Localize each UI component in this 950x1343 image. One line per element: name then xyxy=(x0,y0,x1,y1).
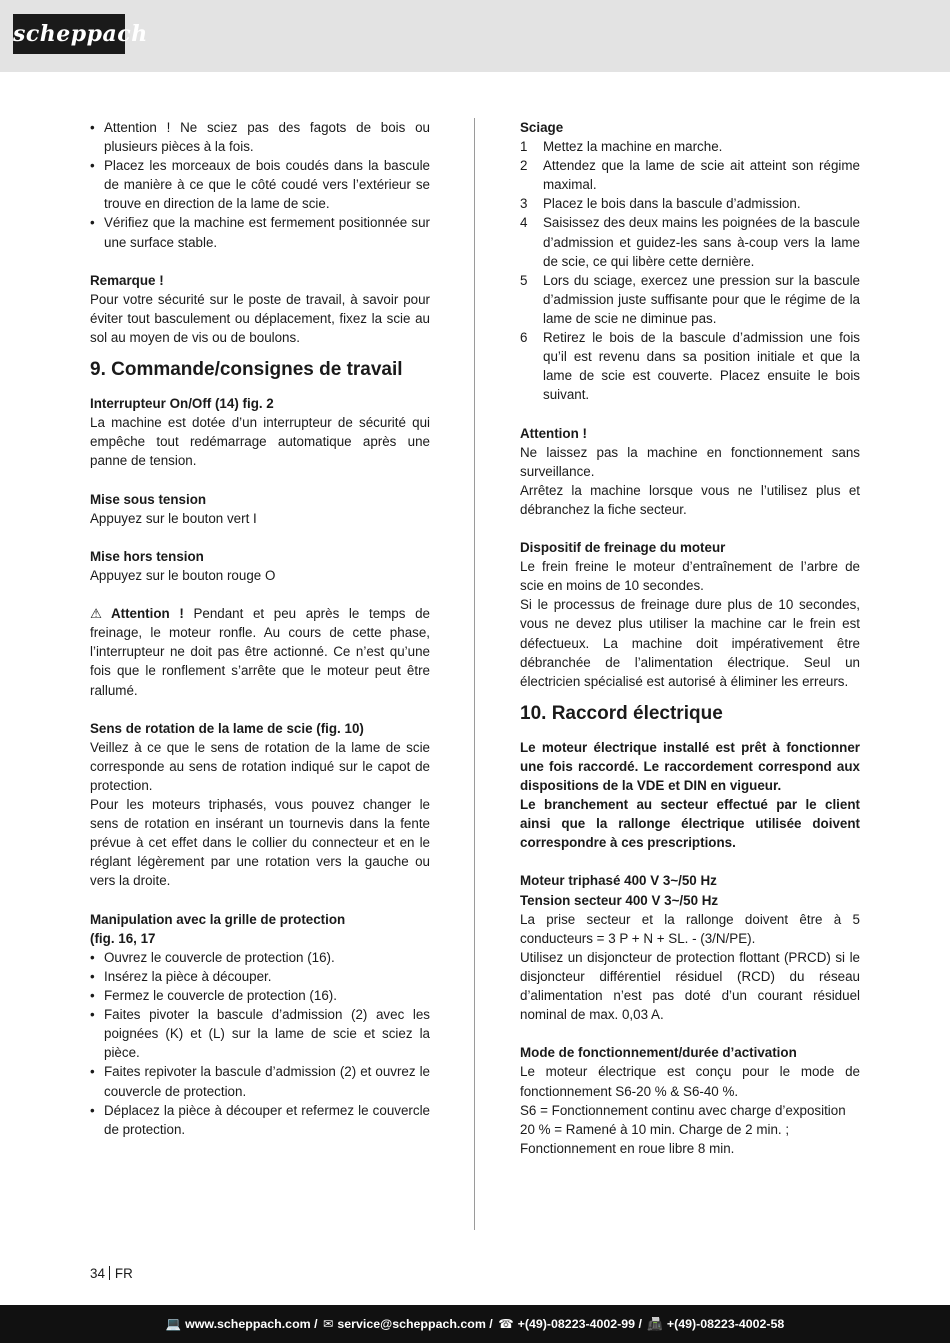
warning-paragraph xyxy=(90,604,430,699)
electric-notice: Le branchement au secteur effectué par le client ainsi que la rallonge électrique utilisée doivent correspondre à ces prescriptions. xyxy=(520,797,860,851)
power-off-text: Appuyez sur le bouton rouge O xyxy=(90,567,276,583)
fax-icon: 📠 xyxy=(647,1317,663,1331)
mode-text: 20 % = Ramené à 10 min. Charge de 2 min. ; xyxy=(520,1121,790,1137)
electric-notice: Le moteur électrique installé est prêt à fonctionner une fois raccordé. Le raccordement correspond aux dispositions de la VDE et DIN en vigueur. xyxy=(520,739,860,793)
sawing-steps-list xyxy=(520,137,860,404)
mode-text: Le moteur électrique est conçu pour le mode de fonctionnement S6-20 % & S6-40 %. xyxy=(520,1064,860,1099)
list-item: • Faites repivoter la bascule d’admission (2) et ouvrez le couvercle de protection. xyxy=(90,1062,430,1100)
sawing-heading: Sciage xyxy=(520,120,564,135)
list-item: 4 Saisissez des deux mains les poignées de la bascule d’admission et guidez-les sans à-coup vers la lame de scie, ce qui libère cette dernière. xyxy=(520,215,860,269)
list-item: • Vérifiez que la machine est fermement positionnée sur une surface stable. xyxy=(90,213,430,251)
list-item: 3 Placez le bois dans la bascule d’admission. xyxy=(520,196,801,212)
list-item: 5 Lors du sciage, exercez une pression sur la bascule d’admission juste suffisante pour que le régime de la lame de scie ne diminue pas. xyxy=(520,272,860,326)
warning-text: Pendant et peu après le temps de freinage, le moteur ronfle. Au cours de cette phase, l’interrupteur ne doit pas être actionné. Ce n’est qu’une fois que le ronflement s’arrête que le moteur peut être rallumé. xyxy=(90,606,430,698)
page-header xyxy=(0,0,950,72)
attention-text: Ne laissez pas la machine en fonctionnement sans surveillance. xyxy=(520,444,860,479)
list-item: • Insérez la pièce à découper. xyxy=(90,967,430,986)
rotation-text: Pour les moteurs triphasés, vous pouvez changer le sens de rotation en insérant un tournevis dans la fente prévue à cet effet dans le collier du connecteur et en le réglant légèrement par une rotation vers la gauche ou vers la droite. xyxy=(90,797,430,889)
mode-text: Fonctionnement en roue libre 8 min. xyxy=(520,1140,735,1156)
rotation-heading: Sens de rotation de la lame de scie (fig. 10) xyxy=(90,720,364,736)
mode-text: S6 = Fonctionnement continu avec charge d’exposition xyxy=(520,1102,846,1118)
attention-text: Arrêtez la machine lorsque vous ne l’utilisez plus et débranchez la fiche secteur. xyxy=(520,482,860,517)
list-item: • Déplacez la pièce à découper et refermez le couvercle de protection. xyxy=(90,1101,430,1139)
phone-contact: ☎ +(49)-08223-4002-99 / xyxy=(498,1317,642,1331)
phone-icon: ☎ xyxy=(498,1317,514,1331)
switch-text: La machine est dotée d’un interrupteur de sécurité qui empêche tout redémarrage automatique après une panne de tension. xyxy=(90,415,430,469)
brake-heading: Dispositif de freinage du moteur xyxy=(520,540,726,556)
website-contact[interactable]: 💻 www.scheppach.com / xyxy=(165,1317,318,1331)
scheppach-logo: scheppach xyxy=(13,14,125,54)
grid-heading: Manipulation avec la grille de protection xyxy=(90,911,346,927)
warning-triangle-icon: ⚠ xyxy=(90,606,108,622)
list-item: • Ouvrez le couvercle de protection (16). xyxy=(90,948,430,967)
list-item: • Attention ! Ne sciez pas des fagots de bois ou plusieurs pièces à la fois. xyxy=(90,118,430,156)
attention-heading: Attention ! xyxy=(520,425,587,441)
page-number-value: 34 xyxy=(90,1266,105,1281)
remark-heading: Remarque ! xyxy=(90,272,164,288)
page-number xyxy=(90,1265,133,1283)
brake-text: Si le processus de freinage dure plus de 10 secondes, vous ne devez plus utiliser la machine car le frein est défectueux. La machine doit impérativement être débranchée de l’alimentation électrique. Seul un électricien spécialisé est autorisé à éliminer les erreurs. xyxy=(520,597,860,689)
power-on-heading: Mise sous tension xyxy=(90,491,207,507)
voltage-heading: Tension secteur 400 V 3~/50 Hz xyxy=(520,892,719,908)
section-10-heading: 10. Raccord électrique xyxy=(520,702,723,724)
fax-contact: 📠 +(49)-08223-4002-58 xyxy=(647,1317,785,1331)
page-footer xyxy=(0,1305,950,1343)
list-item: 1 Mettez la machine en marche. xyxy=(520,139,723,155)
column-divider xyxy=(474,118,475,1230)
switch-heading: Interrupteur On/Off (14) fig. 2 xyxy=(90,396,274,412)
power-on-text: Appuyez sur le bouton vert I xyxy=(90,510,257,526)
motor-text: Utilisez un disjoncteur de protection flottant (PRCD) si le disjoncteur différentiel résiduel (RCD) du réseau d’alimentation n’est pas doté d’un courant résiduel nominal de max. 0,03 A. xyxy=(520,949,860,1023)
section-9-heading: 9. Commande/consignes de travail xyxy=(90,359,403,381)
brake-text: Le frein freine le moteur d’entraînement de l’arbre de scie en moins de 10 secondes. xyxy=(520,559,860,594)
list-item: • Faites pivoter la bascule d’admission (2) avec les poignées (K) et (L) sur la lame de scie et sciez la pièce. xyxy=(90,1005,430,1062)
mode-heading: Mode de fonctionnement/durée d’activation xyxy=(520,1045,797,1061)
left-column xyxy=(90,118,430,1139)
envelope-icon: ✉ xyxy=(323,1317,334,1331)
computer-icon: 💻 xyxy=(165,1317,182,1331)
list-item: 2 Attendez que la lame de scie ait atteint son régime maximal. xyxy=(520,158,860,193)
right-column xyxy=(520,118,860,1158)
grid-heading-figures: (fig. 16, 17 xyxy=(90,930,156,946)
intro-bullet-list xyxy=(90,118,430,252)
language-code: FR xyxy=(114,1266,133,1281)
power-off-heading: Mise hors tension xyxy=(90,548,204,564)
remark-text: Pour votre sécurité sur le poste de travail, à savoir pour éviter tout basculement ou déplacement, fixez la scie au sol au moyen de vis ou de boulons. xyxy=(90,291,430,346)
list-item: • Fermez le couvercle de protection (16). xyxy=(90,986,430,1005)
rotation-text: Veillez à ce que le sens de rotation de la lame de scie corresponde au sens de rotation indiqué sur le capot de protection. xyxy=(90,739,430,793)
motor-heading: Moteur triphasé 400 V 3~/50 Hz xyxy=(520,873,717,889)
motor-text: La prise secteur et la rallonge doivent être à 5 conducteurs = 3 P + N + SL. - (3/N/PE). xyxy=(520,911,860,946)
warning-label: Attention ! xyxy=(110,606,184,622)
grid-bullet-list xyxy=(90,948,430,1139)
email-contact[interactable]: ✉ service@scheppach.com / xyxy=(323,1317,493,1331)
list-item: 6 Retirez le bois de la bascule d’admission une fois qu’il est revenu dans sa position initiale et que la lame de scie est couverte. Placez ensuite le bois suivant. xyxy=(520,330,860,403)
list-item: • Placez les morceaux de bois coudés dans la bascule de manière à ce que le côté coudé vers l’extérieur se trouve en direction de la lame de scie. xyxy=(90,156,430,213)
